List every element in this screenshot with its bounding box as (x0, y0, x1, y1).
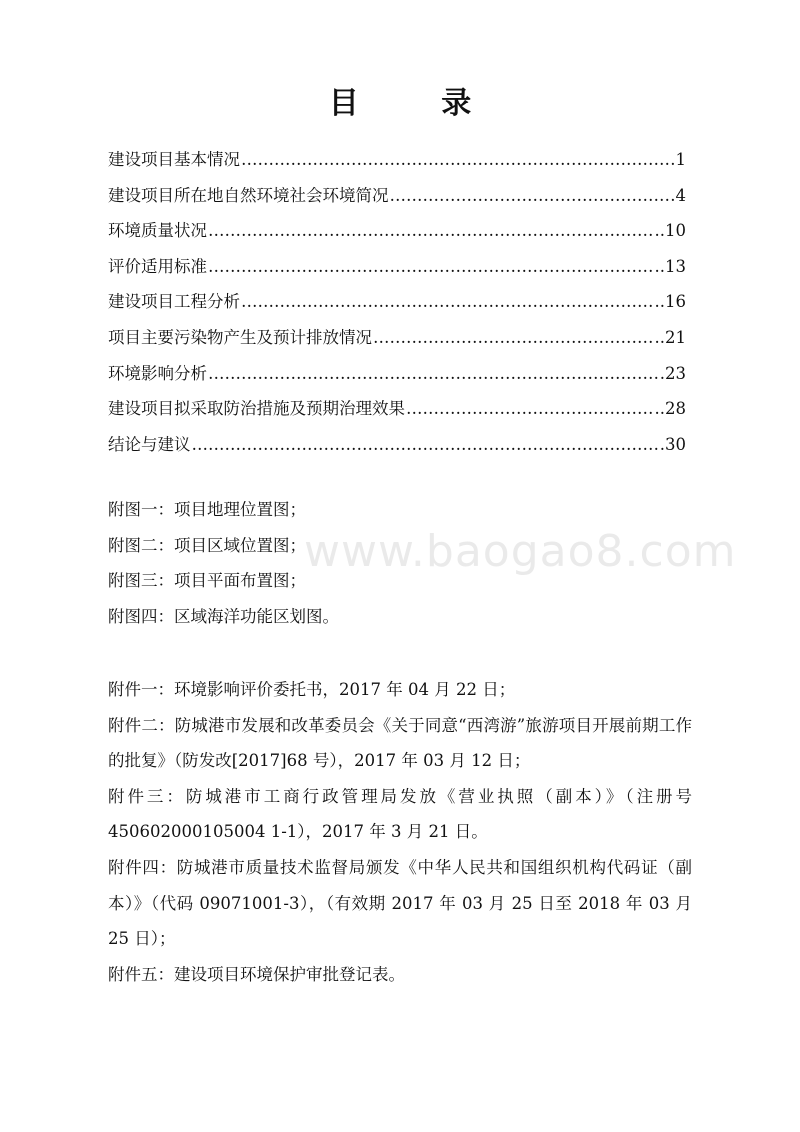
toc-entry-page: .30 (659, 434, 686, 454)
attachment-item: 附件五：建设项目环境保护审批登记表。 (108, 964, 405, 984)
toc-entry-page: .23 (659, 363, 686, 383)
toc-entry-page: ..21 (654, 327, 686, 347)
toc-entry-page: .4 (670, 185, 686, 205)
toc-leader-dots (208, 364, 659, 383)
toc-entry[interactable] (108, 360, 686, 396)
toc-entry-label: 环境质量状况 (108, 221, 207, 241)
toc-entry-page: ..10 (654, 221, 686, 241)
page-title: 目 录 (328, 86, 508, 121)
toc-entry-page: .1 (670, 150, 686, 169)
toc-entry[interactable] (108, 431, 686, 467)
figure-item: 附图一：项目地理位置图； (108, 500, 306, 519)
toc-entry-label: 评价适用标准 (108, 256, 207, 276)
toc-leader-dots (373, 328, 654, 347)
table-of-contents (108, 146, 686, 466)
toc-leader-dots (241, 292, 654, 311)
figure-list (108, 496, 698, 638)
toc-entry[interactable] (108, 288, 686, 324)
toc-entry-label: 建设项目所在地自然环境社会环境简况 (108, 185, 389, 205)
attachment-item: 附件三：防城港市工商行政管理局发放《营业执照（副本）》（注册号 450602000105004 1-1），2017 年 3 月 21 日。 (108, 786, 692, 842)
toc-entry-label: 建设项目拟采取防治措施及预期治理效果 (108, 399, 405, 419)
toc-entry[interactable] (108, 253, 686, 289)
attachment-list (108, 672, 692, 992)
toc-entry[interactable] (108, 146, 686, 182)
toc-entry-label: 环境影响分析 (108, 363, 207, 383)
toc-entry-page: ..13 (654, 256, 686, 276)
figure-item: 附图四：区域海洋功能区划图。 (108, 606, 339, 626)
attachment-item: 附件四：防城港市质量技术监督局颁发《中华人民共和国组织机构代码证（副本）》（代码 09071001-3），（有效期 2017 年 03 月 25 日至 2018 年 03 月 25 日）； (108, 857, 692, 949)
toc-entry[interactable] (108, 217, 686, 253)
toc-entry[interactable] (108, 395, 686, 431)
toc-entry-page: ..16 (654, 292, 686, 312)
toc-entry-page: ..28 (654, 399, 686, 419)
toc-leader-dots (390, 186, 670, 205)
figure-item: 附图三：项目平面布置图； (108, 571, 306, 590)
figure-item: 附图二：项目区域位置图； (108, 535, 306, 555)
toc-leader-dots (208, 221, 654, 240)
toc-entry-label: 结论与建议 (108, 434, 191, 454)
toc-leader-dots (406, 399, 654, 418)
toc-entry-label: 项目主要污染物产生及预计排放情况 (108, 327, 372, 347)
toc-entry[interactable] (108, 182, 686, 218)
attachment-item: 附件一：环境影响评价委托书，2017 年 04 月 22 日； (108, 680, 516, 699)
toc-leader-dots (192, 435, 659, 454)
attachment-item: 附件二：防城港市发展和改革委员会《关于同意“西湾游”旅游项目开展前期工作的批复》（防发改[2017]68 号），2017 年 03 月 12 日； (108, 715, 692, 771)
watermark: www.baogao8.com (304, 526, 737, 577)
toc-leader-dots (241, 150, 669, 169)
toc-entry[interactable] (108, 324, 686, 360)
toc-entry-label: 建设项目基本情况 (108, 150, 240, 169)
toc-entry-label: 建设项目工程分析 (108, 292, 240, 312)
toc-leader-dots (208, 257, 654, 276)
